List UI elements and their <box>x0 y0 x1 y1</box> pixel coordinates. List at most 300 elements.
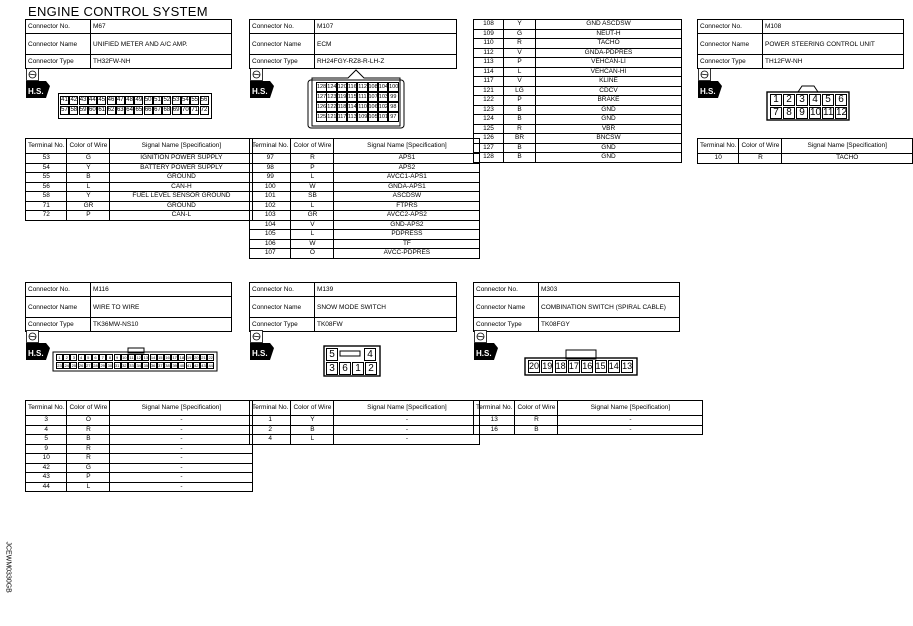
table-row <box>26 173 253 183</box>
connector-pin: 125 <box>317 114 327 120</box>
connector-type-label: Connector Type <box>26 318 91 332</box>
wire-color: R <box>515 416 558 426</box>
connector-pin: 103 <box>378 94 388 100</box>
signal-name: AVCC2-APS2 <box>334 211 480 221</box>
table-row <box>250 201 480 211</box>
connector-pin: 1 <box>352 362 364 375</box>
terminal-no: 2 <box>250 425 291 435</box>
connector-no-value: M108 <box>763 20 904 34</box>
connector-pin: 112 <box>358 84 367 90</box>
signal-name: VEHCAN-LI <box>536 58 682 68</box>
wire-color: L <box>291 173 334 183</box>
signal-name-header: Signal Name [Specification] <box>782 139 913 154</box>
terminal-no: 109 <box>474 29 504 39</box>
table-row <box>474 29 682 39</box>
wire-color: G <box>504 29 536 39</box>
wire-color: L <box>291 230 334 240</box>
terminal-no: 98 <box>250 163 291 173</box>
connector-pin: 18 <box>179 355 185 360</box>
table-row <box>250 425 480 435</box>
wire-color: O <box>291 249 334 259</box>
table-row <box>26 182 253 192</box>
terminal-no-header: Terminal No. <box>250 139 291 154</box>
connector-name-value: ECM <box>315 34 457 55</box>
terminal-no: 10 <box>26 454 67 464</box>
connector-pin: 15 <box>595 361 606 371</box>
terminal-no: 106 <box>250 239 291 249</box>
wire-color: R <box>504 39 536 49</box>
wire-color: W <box>291 239 334 249</box>
terminal-table-m107b <box>473 19 682 163</box>
connector-pin: 15 <box>158 355 163 360</box>
terminal-no: 43 <box>26 473 67 483</box>
signal-name: NEUT-H <box>536 29 682 39</box>
signal-name: KLINE <box>536 77 682 87</box>
table-row <box>250 173 480 183</box>
wire-color: V <box>291 220 334 230</box>
terminal-no: 72 <box>26 211 67 221</box>
signal-name: FUEL LEVEL SENSOR GROUND <box>110 192 253 202</box>
wire-color: GR <box>67 201 110 211</box>
wire-color: GR <box>291 211 334 221</box>
connector-pin: 55 <box>191 97 199 103</box>
terminal-no: 13 <box>474 416 515 426</box>
connector-pin: 32 <box>122 363 127 368</box>
connector-pin: 6 <box>92 354 99 361</box>
signal-name-header: Signal Name [Specification] <box>334 401 480 416</box>
connector-pin: 61 <box>98 107 106 113</box>
connector-pin: 39 <box>172 363 177 368</box>
connector-type-label: Connector Type <box>698 55 763 69</box>
connector-pin: 16 <box>165 355 170 360</box>
wire-color-header: Color of Wire <box>67 401 110 416</box>
connector-pin: 3 <box>796 94 808 106</box>
terminal-no: 113 <box>474 58 504 68</box>
connector-pin: 37 <box>158 363 163 368</box>
signal-name: PDPRESS <box>334 230 480 240</box>
signal-name: GND ASCDSW <box>536 20 682 30</box>
wire-color: Y <box>67 163 110 173</box>
wire-color: P <box>504 58 536 68</box>
connector-name-value: POWER STEERING CONTROL UNIT <box>763 34 904 55</box>
wire-color: P <box>67 211 110 221</box>
wire-color: LG <box>504 86 536 96</box>
terminal-no-header: Terminal No. <box>26 401 67 416</box>
terminal-no: 125 <box>474 124 504 134</box>
terminal-no: 4 <box>26 425 67 435</box>
connector-pin: 5 <box>326 348 338 361</box>
connector-pin: 59 <box>79 107 87 113</box>
terminal-no: 112 <box>474 48 504 58</box>
signal-name: AVCC-PDPRES <box>334 249 480 259</box>
terminal-no: 110 <box>474 39 504 49</box>
connector-header-m108 <box>697 19 904 69</box>
table-row <box>474 134 682 144</box>
connector-pin: 7 <box>770 107 782 119</box>
terminal-no: 55 <box>26 173 67 183</box>
connector-pin: 5 <box>85 354 92 361</box>
signal-name-header: Signal Name [Specification] <box>334 139 480 154</box>
terminal-no: 16 <box>474 425 515 435</box>
signal-name: GND <box>536 105 682 115</box>
terminal-no: 53 <box>26 154 67 164</box>
connector-pin: 9 <box>114 354 121 361</box>
connector-pin: 26 <box>78 363 84 368</box>
connector-pin: 35 <box>143 363 149 368</box>
table-row <box>474 153 682 163</box>
connector-pin: 19 <box>542 361 553 371</box>
wire-color: B <box>504 115 536 125</box>
connector-pin: 107 <box>368 94 378 100</box>
table-row <box>474 20 682 30</box>
signal-name: - <box>110 444 253 454</box>
signal-name: GROUND <box>110 173 253 183</box>
connector-pin: 117 <box>337 114 347 120</box>
connector-pin: 23 <box>57 363 62 368</box>
terminal-no: 42 <box>26 463 67 473</box>
connector-pin: 49 <box>135 97 143 103</box>
connector-pin: 51 <box>154 97 161 103</box>
terminal-no: 102 <box>250 201 291 211</box>
terminal-no: 54 <box>26 163 67 173</box>
wire-color: L <box>504 67 536 77</box>
connector-pin: 70 <box>182 107 189 113</box>
connector-pin: 34 <box>136 363 141 368</box>
signal-name: APS2 <box>334 163 480 173</box>
connector-header-m139 <box>249 282 457 332</box>
connector-pin: 19 <box>186 355 192 360</box>
connector-pin: 42 <box>194 363 199 368</box>
connector-pin: 33 <box>129 363 134 368</box>
connector-pin: 16 <box>582 361 593 371</box>
wire-color: R <box>67 425 110 435</box>
connector-pin: 114 <box>347 104 357 110</box>
connector-pin: 56 <box>200 97 208 103</box>
terminal-table-m67 <box>25 138 253 221</box>
wire-color: B <box>67 173 110 183</box>
terminal-no-header: Terminal No. <box>250 401 291 416</box>
terminal-no-header: Terminal No. <box>474 401 515 416</box>
connector-pin: 72 <box>200 107 208 113</box>
hs-icon <box>698 68 728 96</box>
connector-pin: 45 <box>98 97 106 103</box>
table-row <box>474 425 703 435</box>
signal-name: TF <box>334 239 480 249</box>
connector-pin: 13 <box>622 361 633 371</box>
terminal-no: 128 <box>474 153 504 163</box>
terminal-no: 123 <box>474 105 504 115</box>
svg-text:H.S.: H.S. <box>700 87 716 96</box>
wire-color: Y <box>67 192 110 202</box>
connector-pin: 10 <box>122 355 127 360</box>
connector-pin: 71 <box>191 107 199 113</box>
signal-name-header: Signal Name [Specification] <box>110 139 253 154</box>
connector-type-value: TH12FW-NH <box>763 55 904 69</box>
connector-pin: 113 <box>347 114 357 120</box>
hs-icon <box>474 330 504 358</box>
connector-pin: 30 <box>107 363 113 368</box>
connector-no-label: Connector No. <box>26 283 91 297</box>
connector-pin: 11 <box>823 107 834 118</box>
wire-color: P <box>504 96 536 106</box>
table-row <box>474 105 682 115</box>
table-row <box>698 154 913 164</box>
svg-text:H.S.: H.S. <box>476 349 492 358</box>
terminal-no: 58 <box>26 192 67 202</box>
connector-pin: 11 <box>129 355 134 360</box>
connector-pin: 42 <box>70 97 78 103</box>
connector-pin: 13 <box>143 355 149 360</box>
connector-face-m116 <box>52 347 218 372</box>
connector-no-value: M67 <box>91 20 232 34</box>
wire-color: SB <box>291 192 334 202</box>
terminal-no: 97 <box>250 154 291 164</box>
terminal-table-m107 <box>249 138 480 259</box>
connector-header-m67 <box>25 19 232 69</box>
wire-color: R <box>739 154 782 164</box>
connector-pin: 6 <box>835 94 847 106</box>
connector-type-value: TK08FW <box>315 318 457 332</box>
connector-pin: 25 <box>71 363 77 368</box>
connector-pin: 97 <box>388 112 399 122</box>
terminal-no: 10 <box>698 154 739 164</box>
connector-name-value: WIRE TO WIRE <box>91 297 232 318</box>
connector-pin: 65 <box>135 107 143 113</box>
signal-name: ASCDSW <box>334 192 480 202</box>
connector-pin: 98 <box>388 102 399 112</box>
connector-pin: 124 <box>327 84 337 90</box>
terminal-no: 9 <box>26 444 67 454</box>
signal-name: BRAKE <box>536 96 682 106</box>
terminal-table-m139 <box>249 400 480 445</box>
connector-no-label: Connector No. <box>474 283 539 297</box>
terminal-no-header: Terminal No. <box>26 139 67 154</box>
terminal-no: 127 <box>474 143 504 153</box>
wire-color: R <box>504 124 536 134</box>
connector-pin: 109 <box>358 114 368 120</box>
connector-pin: 36 <box>150 363 156 368</box>
signal-name: GNDA-PDPRES <box>536 48 682 58</box>
wire-color: O <box>67 416 110 426</box>
connector-type-label: Connector Type <box>26 55 91 69</box>
connector-pin: 116 <box>347 84 357 90</box>
terminal-no: 122 <box>474 96 504 106</box>
connector-pin: 20 <box>194 355 199 360</box>
table-row <box>474 39 682 49</box>
connector-pin: 28 <box>93 363 98 368</box>
signal-name: - <box>110 482 253 492</box>
connector-pin: 43 <box>79 97 87 103</box>
connector-no-label: Connector No. <box>698 20 763 34</box>
wire-color: V <box>504 77 536 87</box>
signal-name: APS1 <box>334 154 480 164</box>
signal-name: - <box>110 435 253 445</box>
connector-pin: 2 <box>783 94 795 106</box>
connector-no-label: Connector No. <box>250 283 315 297</box>
signal-name: GND-APS2 <box>334 220 480 230</box>
table-row <box>474 58 682 68</box>
table-row <box>26 416 253 426</box>
connector-pin: 2 <box>365 362 377 375</box>
table-row <box>250 154 480 164</box>
connector-name-value: UNIFIED METER AND A/C AMP. <box>91 34 232 55</box>
svg-text:H.S.: H.S. <box>252 349 268 358</box>
connector-name-label: Connector Name <box>474 297 539 318</box>
connector-no-label: Connector No. <box>26 20 91 34</box>
wire-color: P <box>67 473 110 483</box>
signal-name: - <box>110 454 253 464</box>
connector-pin: 38 <box>165 363 170 368</box>
wire-color-header: Color of Wire <box>515 401 558 416</box>
connector-pin: 40 <box>179 363 185 368</box>
table-row <box>474 115 682 125</box>
terminal-table-m116 <box>25 400 253 492</box>
terminal-no: 121 <box>474 86 504 96</box>
table-row <box>474 124 682 134</box>
table-row <box>250 211 480 221</box>
signal-name: - <box>110 463 253 473</box>
table-row <box>474 48 682 58</box>
connector-type-label: Connector Type <box>474 318 539 332</box>
table-row <box>474 96 682 106</box>
wire-color: L <box>291 201 334 211</box>
signal-name-header: Signal Name [Specification] <box>558 401 703 416</box>
wire-color-header: Color of Wire <box>67 139 110 154</box>
terminal-no: 44 <box>26 482 67 492</box>
table-row <box>250 416 480 426</box>
connector-pin: 44 <box>208 363 213 368</box>
connector-pin: 54 <box>182 97 189 103</box>
wire-color: Y <box>504 20 536 30</box>
connector-type-label: Connector Type <box>250 55 315 69</box>
table-row <box>26 201 253 211</box>
connector-pin: 127 <box>317 94 327 100</box>
signal-name: VEHCAN-HI <box>536 67 682 77</box>
hs-icon <box>250 330 280 358</box>
connector-pin: 14 <box>150 355 156 360</box>
terminal-no: 117 <box>474 77 504 87</box>
connector-pin: 47 <box>116 97 124 103</box>
signal-name: CAN-H <box>110 182 253 192</box>
connector-pin: 100 <box>389 84 399 90</box>
connector-no-value: M116 <box>91 283 232 297</box>
wire-color: R <box>67 444 110 454</box>
connector-name-label: Connector Name <box>250 297 315 318</box>
svg-text:H.S.: H.S. <box>28 349 44 358</box>
document-code: JCEWM0330GB <box>4 541 12 593</box>
connector-pin: 122 <box>327 104 337 110</box>
connector-pin: 66 <box>144 107 152 113</box>
connector-pin: 1 <box>56 354 63 361</box>
connector-pin: 31 <box>114 363 120 368</box>
connector-pin: 108 <box>368 84 378 90</box>
connector-type-value: TK36MW-NS10 <box>91 318 232 332</box>
table-row <box>250 182 480 192</box>
connector-pin: 58 <box>70 107 78 113</box>
signal-name: GROUND <box>110 201 253 211</box>
connector-name-label: Connector Name <box>26 297 91 318</box>
connector-header-m303 <box>473 282 680 332</box>
signal-name-header: Signal Name [Specification] <box>110 401 253 416</box>
wire-color: L <box>67 482 110 492</box>
connector-pin: 6 <box>339 362 351 375</box>
table-row <box>474 86 682 96</box>
connector-pin: 41 <box>61 97 68 103</box>
wire-color: R <box>291 154 334 164</box>
table-row <box>250 249 480 259</box>
hs-icon <box>250 68 280 96</box>
terminal-no: 114 <box>474 67 504 77</box>
wire-color: L <box>291 435 334 445</box>
table-row <box>474 416 703 426</box>
svg-text:H.S.: H.S. <box>252 87 268 96</box>
terminal-no: 56 <box>26 182 67 192</box>
wire-color: B <box>515 425 558 435</box>
connector-pin: 4 <box>809 94 821 106</box>
connector-pin: 62 <box>107 107 115 113</box>
connector-pin: 44 <box>89 97 96 103</box>
connector-pin: 43 <box>201 363 206 368</box>
terminal-no: 107 <box>250 249 291 259</box>
connector-pin: 101 <box>378 114 388 120</box>
terminal-no: 103 <box>250 211 291 221</box>
connector-pin: 4 <box>78 354 85 361</box>
connector-pin: 7 <box>99 354 106 361</box>
wire-color: B <box>291 425 334 435</box>
table-row <box>26 444 253 454</box>
table-row <box>26 463 253 473</box>
signal-name: BNCSW <box>536 134 682 144</box>
connector-name-label: Connector Name <box>250 34 315 55</box>
connector-pin: 123 <box>327 94 337 100</box>
terminal-no: 1 <box>250 416 291 426</box>
table-row <box>26 163 253 173</box>
connector-pin: 46 <box>107 97 115 103</box>
terminal-no: 5 <box>26 435 67 445</box>
terminal-no: 124 <box>474 115 504 125</box>
connector-face-m139 <box>322 344 382 378</box>
connector-no-value: M107 <box>315 20 457 34</box>
wire-color: W <box>291 182 334 192</box>
connector-pin: 29 <box>100 363 105 368</box>
connector-pin: 8 <box>783 107 795 119</box>
connector-pin: 68 <box>163 107 171 113</box>
wire-color-header: Color of Wire <box>291 401 334 416</box>
connector-pin: 67 <box>154 107 161 113</box>
wire-color-header: Color of Wire <box>739 139 782 154</box>
wire-color: Y <box>291 416 334 426</box>
connector-header-m107 <box>249 19 457 69</box>
connector-pin: 53 <box>172 97 180 103</box>
table-row <box>474 77 682 87</box>
connector-pin: 41 <box>186 363 192 368</box>
svg-text:H.S.: H.S. <box>28 87 44 96</box>
terminal-table-m303 <box>473 400 703 435</box>
connector-pin: 121 <box>327 114 337 120</box>
connector-pin: 63 <box>116 107 124 113</box>
wire-color: L <box>67 182 110 192</box>
connector-name-label: Connector Name <box>26 34 91 55</box>
terminal-no: 99 <box>250 173 291 183</box>
terminal-no: 104 <box>250 220 291 230</box>
connector-pin: 106 <box>368 104 378 110</box>
connector-pin: 10 <box>810 107 822 118</box>
signal-name: CDCV <box>536 86 682 96</box>
connector-no-value: M303 <box>539 283 680 297</box>
connector-pin: 24 <box>64 363 69 368</box>
connector-pin: 21 <box>201 355 206 360</box>
terminal-no: 71 <box>26 201 67 211</box>
